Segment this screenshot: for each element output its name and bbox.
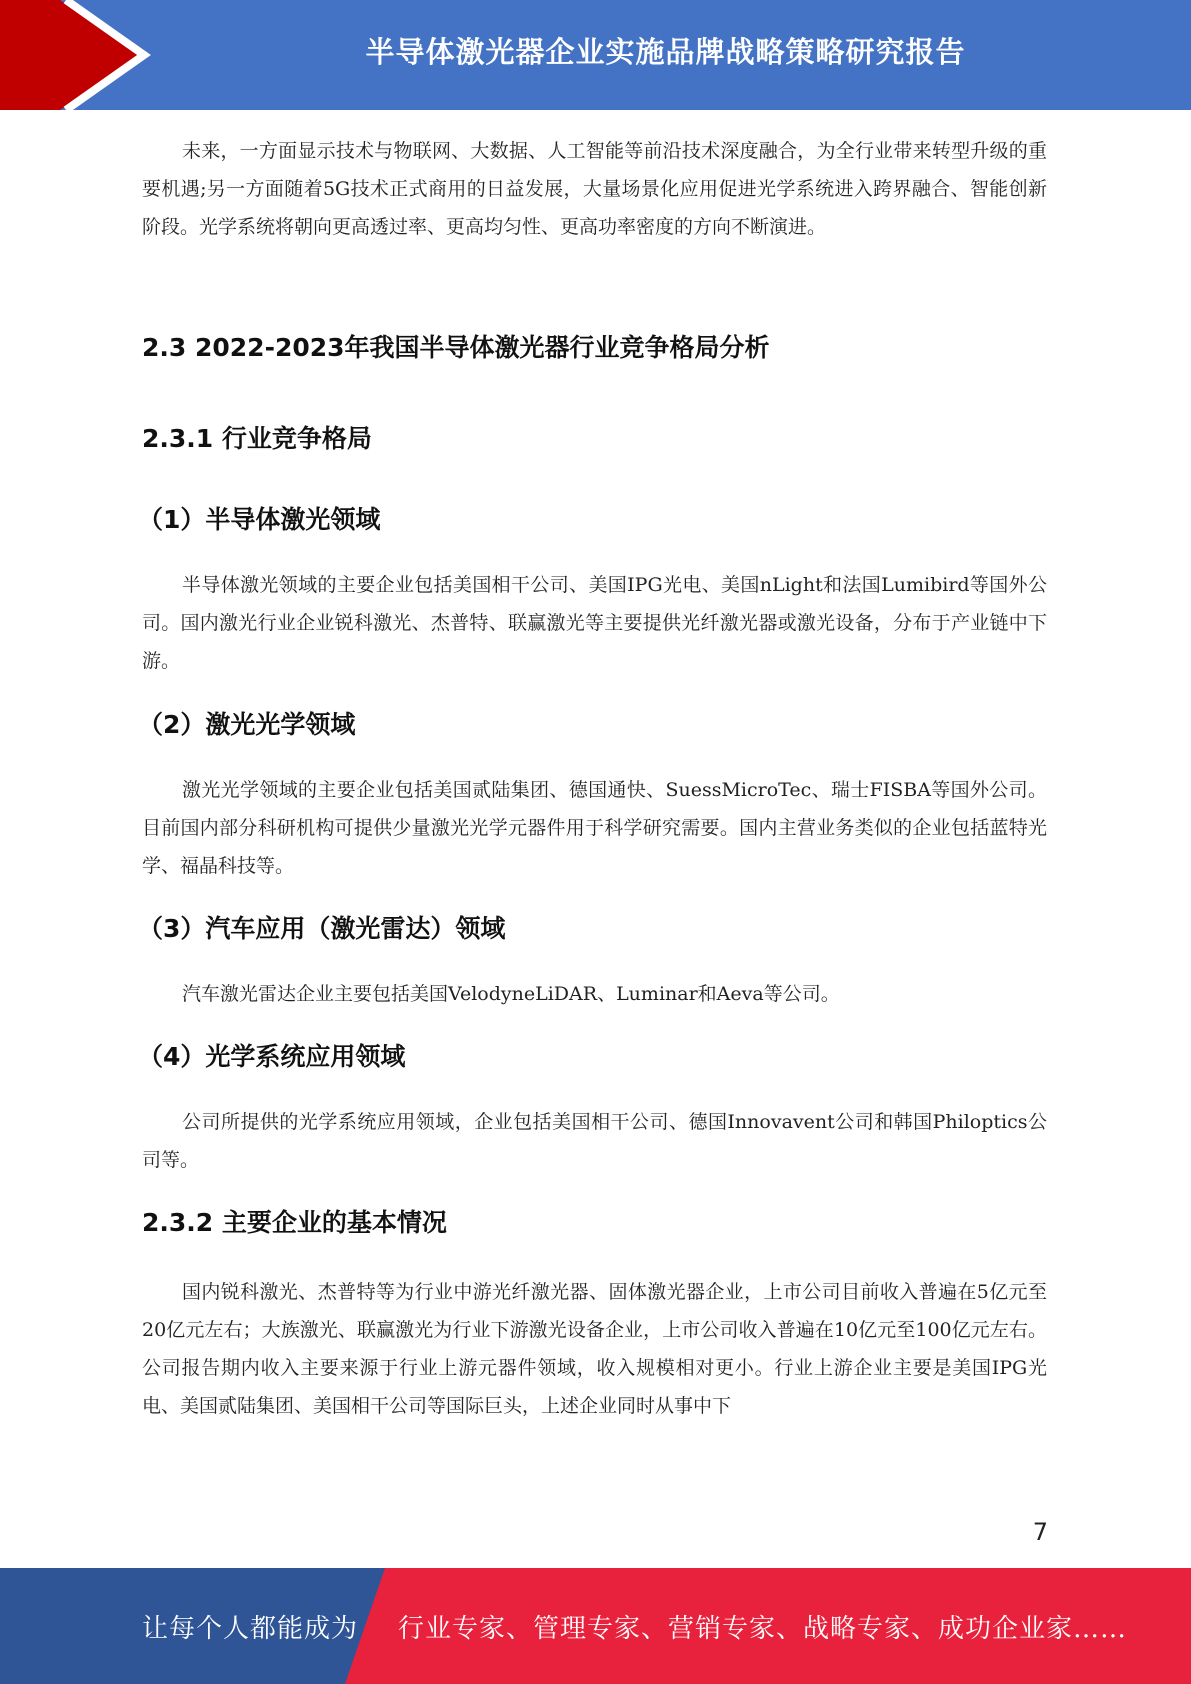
header-arrow-decoration <box>0 0 160 110</box>
page-header <box>0 0 1191 110</box>
footer-slogan-left: 让每个人都能成为 <box>142 1613 359 1644</box>
section-2-3-1-heading: 2.3.1 行业竞争格局 <box>142 424 372 453</box>
subsection-2-paragraph: 激光光学领域的主要企业包括美国贰陆集团、德国通快、SuessMicroTec、瑞士FISBA等国外公司。目前国内部分科研机构可提供少量激光光学元器件用于科学研究需要。国内主营业务类似的企业包括蓝特光学、福晶科技等。 <box>142 779 1047 877</box>
footer-slogan-right: 行业专家、管理专家、营销专家、战略专家、成功企业家…… <box>398 1613 1128 1644</box>
report-title: 半导体激光器企业实施品牌战略策略研究报告 <box>365 34 966 69</box>
subsection-4-heading: （4）光学系统应用领域 <box>138 1042 406 1071</box>
section-2-3-2-paragraph: 国内锐科激光、杰普特等为行业中游光纤激光器、固体激光器企业，上市公司目前收入普遍在5亿元至20亿元左右；大族激光、联赢激光为行业下游激光设备企业，上市公司收入普遍在10亿元至100亿元左右。公司报告期内收入主要来源于行业上游元器件领域，收入规模相对更小。行业上游企业主要是美国IPG光电、美国贰陆集团、美国相干公司等国际巨头，上述企业同时从事中下 <box>142 1281 1047 1417</box>
page-content <box>138 132 1047 1425</box>
subsection-2-heading: （2）激光光学领域 <box>138 710 356 739</box>
page-number: 7 <box>1032 1518 1048 1546</box>
red-arrow-shape <box>0 0 140 110</box>
subsection-1-paragraph: 半导体激光领域的主要企业包括美国相干公司、美国IPG光电、美国nLight和法国Lumibird等国外公司。国内激光行业企业锐科激光、杰普特、联赢激光等主要提供光纤激光器或激光设备，分布于产业链中下游。 <box>142 574 1047 672</box>
subsection-4-paragraph: 公司所提供的光学系统应用领域，企业包括美国相干公司、德国Innovavent公司和韩国Philoptics公司等。 <box>142 1111 1047 1171</box>
subsection-3-paragraph: 汽车激光雷达企业主要包括美国VelodyneLiDAR、Luminar和Aeva等公司。 <box>182 983 840 1005</box>
subsection-3-heading: （3）汽车应用（激光雷达）领域 <box>138 914 506 943</box>
intro-paragraph: 未来，一方面显示技术与物联网、大数据、人工智能等前沿技术深度融合，为全行业带来转型升级的重要机遇;另一方面随着5G技术正式商用的日益发展，大量场景化应用促进光学系统进入跨界融合、智能创新阶段。光学系统将朝向更高透过率、更高均匀性、更高功率密度的方向不断演进。 <box>142 140 1047 238</box>
page-footer <box>0 1568 1191 1684</box>
subsection-1-heading: （1）半导体激光领域 <box>138 505 381 534</box>
section-2-3-2-heading: 2.3.2 主要企业的基本情况 <box>142 1208 447 1237</box>
section-2-3-heading: 2.3 2022-2023年我国半导体激光器行业竞争格局分析 <box>142 333 770 362</box>
